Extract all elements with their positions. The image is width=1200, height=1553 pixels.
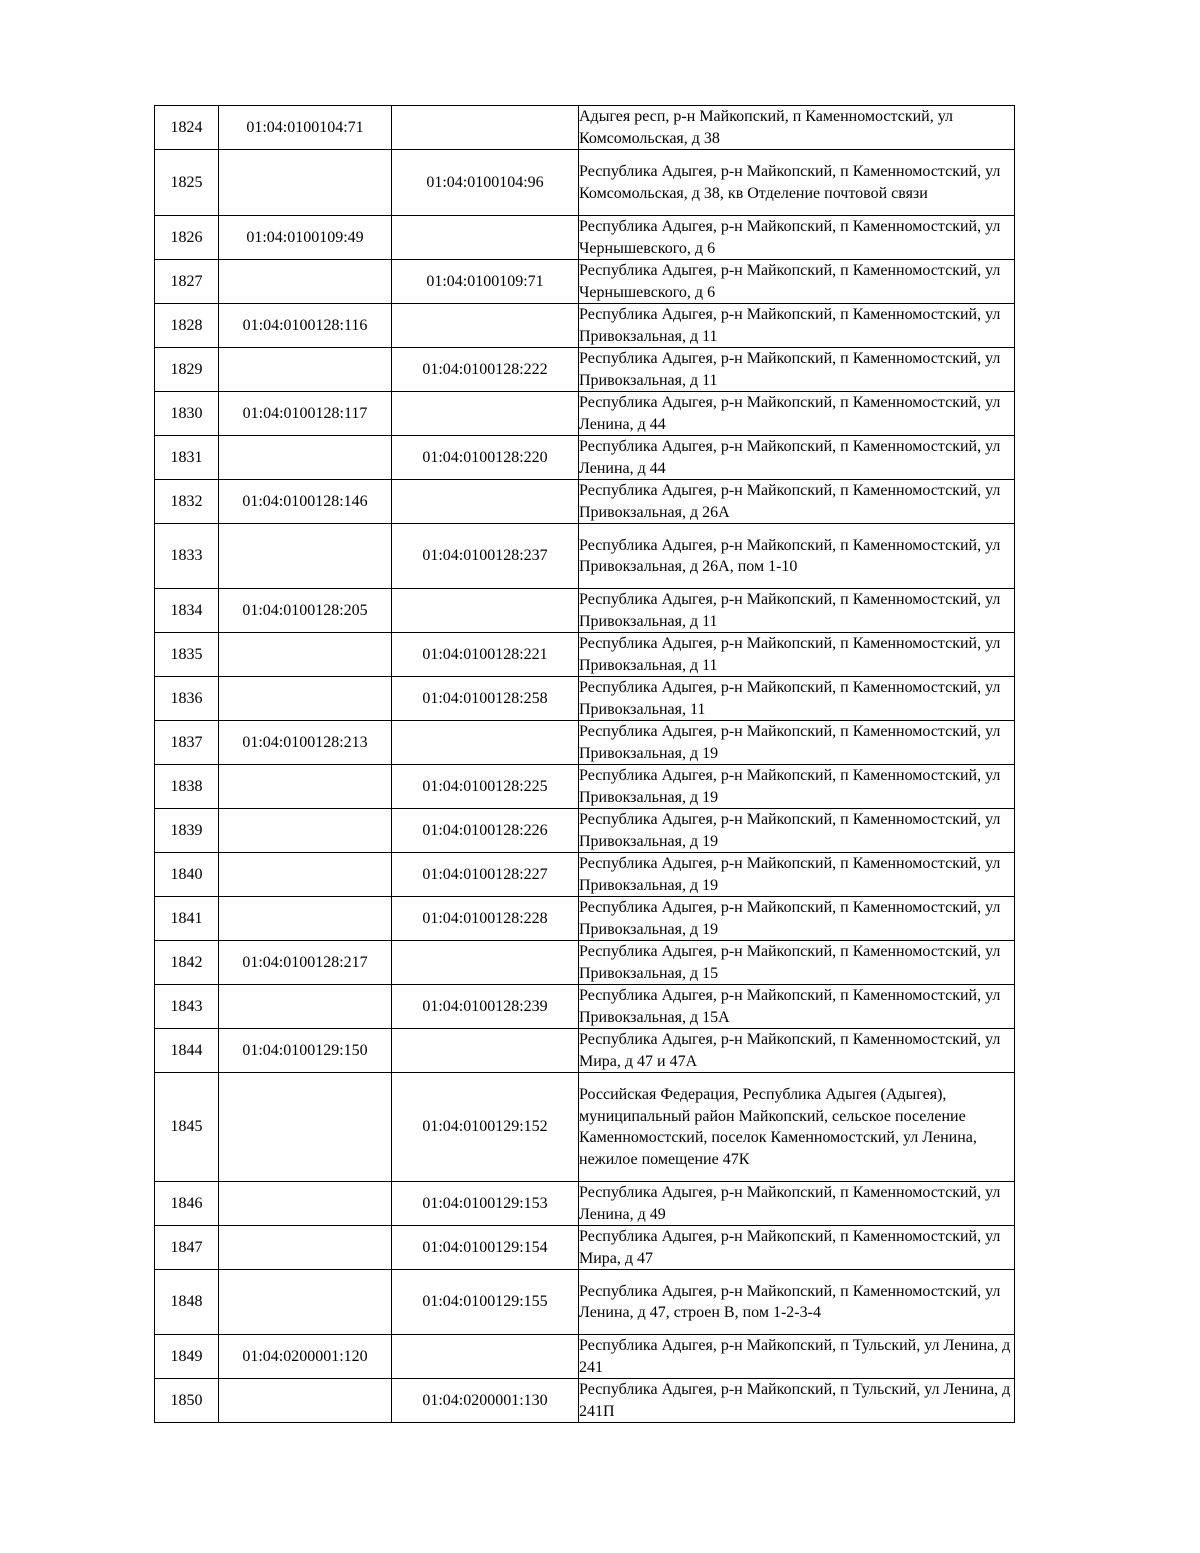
address-cell: Республика Адыгея, р-н Майкопский, п Каменномостский, ул Ленина, д 44: [579, 392, 1015, 436]
address-cell: Республика Адыгея, р-н Майкопский, п Тульский, ул Ленина, д 241П: [579, 1379, 1015, 1423]
row-number-cell: 1834: [155, 589, 219, 633]
table-row: [155, 677, 1015, 721]
land-cadastral-number-cell: 01:04:0100128:146: [219, 480, 392, 524]
row-number-cell: 1848: [155, 1270, 219, 1335]
row-number-cell: 1827: [155, 260, 219, 304]
table-row: [155, 589, 1015, 633]
object-cadastral-number-cell: 01:04:0100128:225: [392, 765, 579, 809]
land-cadastral-number-cell: 01:04:0100128:217: [219, 941, 392, 985]
row-number-cell: 1850: [155, 1379, 219, 1423]
object-cadastral-number-cell: 01:04:0100129:154: [392, 1226, 579, 1270]
table-row: [155, 985, 1015, 1029]
object-cadastral-number-cell: [392, 392, 579, 436]
address-cell: Республика Адыгея, р-н Майкопский, п Каменномостский, ул Ленина, д 47, строен В, пом 1-2-3-4: [579, 1270, 1015, 1335]
table-row: [155, 524, 1015, 589]
property-registry-table: [154, 105, 1015, 1423]
address-cell: Республика Адыгея, р-н Майкопский, п Каменномостский, ул Ленина, д 49: [579, 1182, 1015, 1226]
row-number-cell: 1842: [155, 941, 219, 985]
object-cadastral-number-cell: 01:04:0100128:222: [392, 348, 579, 392]
row-number-cell: 1824: [155, 106, 219, 150]
address-cell: Республика Адыгея, р-н Майкопский, п Каменномостский, ул Привокзальная, д 19: [579, 897, 1015, 941]
row-number-cell: 1844: [155, 1029, 219, 1073]
land-cadastral-number-cell: 01:04:0100128:117: [219, 392, 392, 436]
land-cadastral-number-cell: 01:04:0100104:71: [219, 106, 392, 150]
address-cell: Республика Адыгея, р-н Майкопский, п Каменномостский, ул Мира, д 47: [579, 1226, 1015, 1270]
land-cadastral-number-cell: [219, 150, 392, 216]
table-row: [155, 897, 1015, 941]
table-row: [155, 941, 1015, 985]
address-cell: Российская Федерация, Республика Адыгея (Адыгея), муниципальный район Майкопский, сельское поселение Каменномостский, поселок Каменномостский, ул Ленина, нежилое помещение 47К: [579, 1073, 1015, 1182]
land-cadastral-number-cell: [219, 853, 392, 897]
table-row: [155, 765, 1015, 809]
row-number-cell: 1828: [155, 304, 219, 348]
object-cadastral-number-cell: [392, 1029, 579, 1073]
row-number-cell: 1837: [155, 721, 219, 765]
land-cadastral-number-cell: [219, 348, 392, 392]
object-cadastral-number-cell: 01:04:0100128:239: [392, 985, 579, 1029]
land-cadastral-number-cell: [219, 1226, 392, 1270]
address-cell: Республика Адыгея, р-н Майкопский, п Каменномостский, ул Привокзальная, д 26А, пом 1-10: [579, 524, 1015, 589]
table-row: [155, 106, 1015, 150]
table-row: [155, 392, 1015, 436]
land-cadastral-number-cell: 01:04:0200001:120: [219, 1335, 392, 1379]
land-cadastral-number-cell: [219, 1073, 392, 1182]
table-row: [155, 633, 1015, 677]
address-cell: Республика Адыгея, р-н Майкопский, п Каменномостский, ул Привокзальная, д 11: [579, 589, 1015, 633]
object-cadastral-number-cell: 01:04:0100109:71: [392, 260, 579, 304]
row-number-cell: 1849: [155, 1335, 219, 1379]
table-row: [155, 260, 1015, 304]
land-cadastral-number-cell: [219, 985, 392, 1029]
address-cell: Республика Адыгея, р-н Майкопский, п Каменномостский, ул Чернышевского, д 6: [579, 260, 1015, 304]
land-cadastral-number-cell: 01:04:0100129:150: [219, 1029, 392, 1073]
object-cadastral-number-cell: [392, 106, 579, 150]
table-row: [155, 436, 1015, 480]
object-cadastral-number-cell: [392, 1335, 579, 1379]
address-cell: Республика Адыгея, р-н Майкопский, п Каменномостский, ул Привокзальная, д 11: [579, 348, 1015, 392]
object-cadastral-number-cell: [392, 941, 579, 985]
address-cell: Республика Адыгея, р-н Майкопский, п Каменномостский, ул Привокзальная, д 26А: [579, 480, 1015, 524]
row-number-cell: 1840: [155, 853, 219, 897]
table-row: [155, 480, 1015, 524]
object-cadastral-number-cell: 01:04:0100104:96: [392, 150, 579, 216]
object-cadastral-number-cell: [392, 304, 579, 348]
table-row: [155, 1270, 1015, 1335]
table-row: [155, 1335, 1015, 1379]
table-row: [155, 721, 1015, 765]
table-row: [155, 1226, 1015, 1270]
registry-table-body: [155, 106, 1015, 1423]
address-cell: Республика Адыгея, р-н Майкопский, п Каменномостский, ул Привокзальная, д 19: [579, 853, 1015, 897]
land-cadastral-number-cell: [219, 897, 392, 941]
address-cell: Республика Адыгея, р-н Майкопский, п Каменномостский, ул Привокзальная, д 19: [579, 765, 1015, 809]
land-cadastral-number-cell: [219, 436, 392, 480]
land-cadastral-number-cell: [219, 260, 392, 304]
address-cell: Республика Адыгея, р-н Майкопский, п Каменномостский, ул Привокзальная, 11: [579, 677, 1015, 721]
row-number-cell: 1830: [155, 392, 219, 436]
row-number-cell: 1845: [155, 1073, 219, 1182]
object-cadastral-number-cell: 01:04:0100128:228: [392, 897, 579, 941]
row-number-cell: 1841: [155, 897, 219, 941]
table-row: [155, 1379, 1015, 1423]
row-number-cell: 1832: [155, 480, 219, 524]
row-number-cell: 1847: [155, 1226, 219, 1270]
row-number-cell: 1829: [155, 348, 219, 392]
land-cadastral-number-cell: [219, 1379, 392, 1423]
table-row: [155, 348, 1015, 392]
address-cell: Республика Адыгея, р-н Майкопский, п Каменномостский, ул Комсомольская, д 38, кв Отделение почтовой связи: [579, 150, 1015, 216]
address-cell: Республика Адыгея, р-н Майкопский, п Каменномостский, ул Привокзальная, д 15: [579, 941, 1015, 985]
address-cell: Республика Адыгея, р-н Майкопский, п Каменномостский, ул Привокзальная, д 11: [579, 304, 1015, 348]
row-number-cell: 1831: [155, 436, 219, 480]
land-cadastral-number-cell: [219, 677, 392, 721]
object-cadastral-number-cell: 01:04:0100128:258: [392, 677, 579, 721]
table-row: [155, 1182, 1015, 1226]
address-cell: Республика Адыгея, р-н Майкопский, п Тульский, ул Ленина, д 241: [579, 1335, 1015, 1379]
row-number-cell: 1826: [155, 216, 219, 260]
object-cadastral-number-cell: [392, 589, 579, 633]
object-cadastral-number-cell: [392, 721, 579, 765]
land-cadastral-number-cell: 01:04:0100128:213: [219, 721, 392, 765]
object-cadastral-number-cell: 01:04:0100129:153: [392, 1182, 579, 1226]
address-cell: Республика Адыгея, р-н Майкопский, п Каменномостский, ул Привокзальная, д 11: [579, 633, 1015, 677]
land-cadastral-number-cell: [219, 633, 392, 677]
address-cell: Республика Адыгея, р-н Майкопский, п Каменномостский, ул Мира, д 47 и 47А: [579, 1029, 1015, 1073]
table-row: [155, 1029, 1015, 1073]
row-number-cell: 1846: [155, 1182, 219, 1226]
table-row: [155, 809, 1015, 853]
land-cadastral-number-cell: [219, 524, 392, 589]
row-number-cell: 1833: [155, 524, 219, 589]
object-cadastral-number-cell: 01:04:0100129:155: [392, 1270, 579, 1335]
object-cadastral-number-cell: 01:04:0100128:227: [392, 853, 579, 897]
address-cell: Адыгея респ, р-н Майкопский, п Каменномостский, ул Комсомольская, д 38: [579, 106, 1015, 150]
address-cell: Республика Адыгея, р-н Майкопский, п Каменномостский, ул Привокзальная, д 15А: [579, 985, 1015, 1029]
land-cadastral-number-cell: 01:04:0100128:205: [219, 589, 392, 633]
address-cell: Республика Адыгея, р-н Майкопский, п Каменномостский, ул Привокзальная, д 19: [579, 809, 1015, 853]
table-row: [155, 304, 1015, 348]
row-number-cell: 1839: [155, 809, 219, 853]
row-number-cell: 1825: [155, 150, 219, 216]
object-cadastral-number-cell: [392, 480, 579, 524]
table-row: [155, 150, 1015, 216]
land-cadastral-number-cell: 01:04:0100128:116: [219, 304, 392, 348]
object-cadastral-number-cell: 01:04:0100128:237: [392, 524, 579, 589]
object-cadastral-number-cell: 01:04:0100128:221: [392, 633, 579, 677]
table-row: [155, 216, 1015, 260]
address-cell: Республика Адыгея, р-н Майкопский, п Каменномостский, ул Привокзальная, д 19: [579, 721, 1015, 765]
object-cadastral-number-cell: [392, 216, 579, 260]
object-cadastral-number-cell: 01:04:0100129:152: [392, 1073, 579, 1182]
row-number-cell: 1838: [155, 765, 219, 809]
table-row: [155, 1073, 1015, 1182]
land-cadastral-number-cell: 01:04:0100109:49: [219, 216, 392, 260]
land-cadastral-number-cell: [219, 1182, 392, 1226]
land-cadastral-number-cell: [219, 1270, 392, 1335]
address-cell: Республика Адыгея, р-н Майкопский, п Каменномостский, ул Ленина, д 44: [579, 436, 1015, 480]
object-cadastral-number-cell: 01:04:0100128:220: [392, 436, 579, 480]
land-cadastral-number-cell: [219, 765, 392, 809]
object-cadastral-number-cell: 01:04:0100128:226: [392, 809, 579, 853]
row-number-cell: 1836: [155, 677, 219, 721]
address-cell: Республика Адыгея, р-н Майкопский, п Каменномостский, ул Чернышевского, д 6: [579, 216, 1015, 260]
land-cadastral-number-cell: [219, 809, 392, 853]
row-number-cell: 1843: [155, 985, 219, 1029]
object-cadastral-number-cell: 01:04:0200001:130: [392, 1379, 579, 1423]
row-number-cell: 1835: [155, 633, 219, 677]
table-row: [155, 853, 1015, 897]
